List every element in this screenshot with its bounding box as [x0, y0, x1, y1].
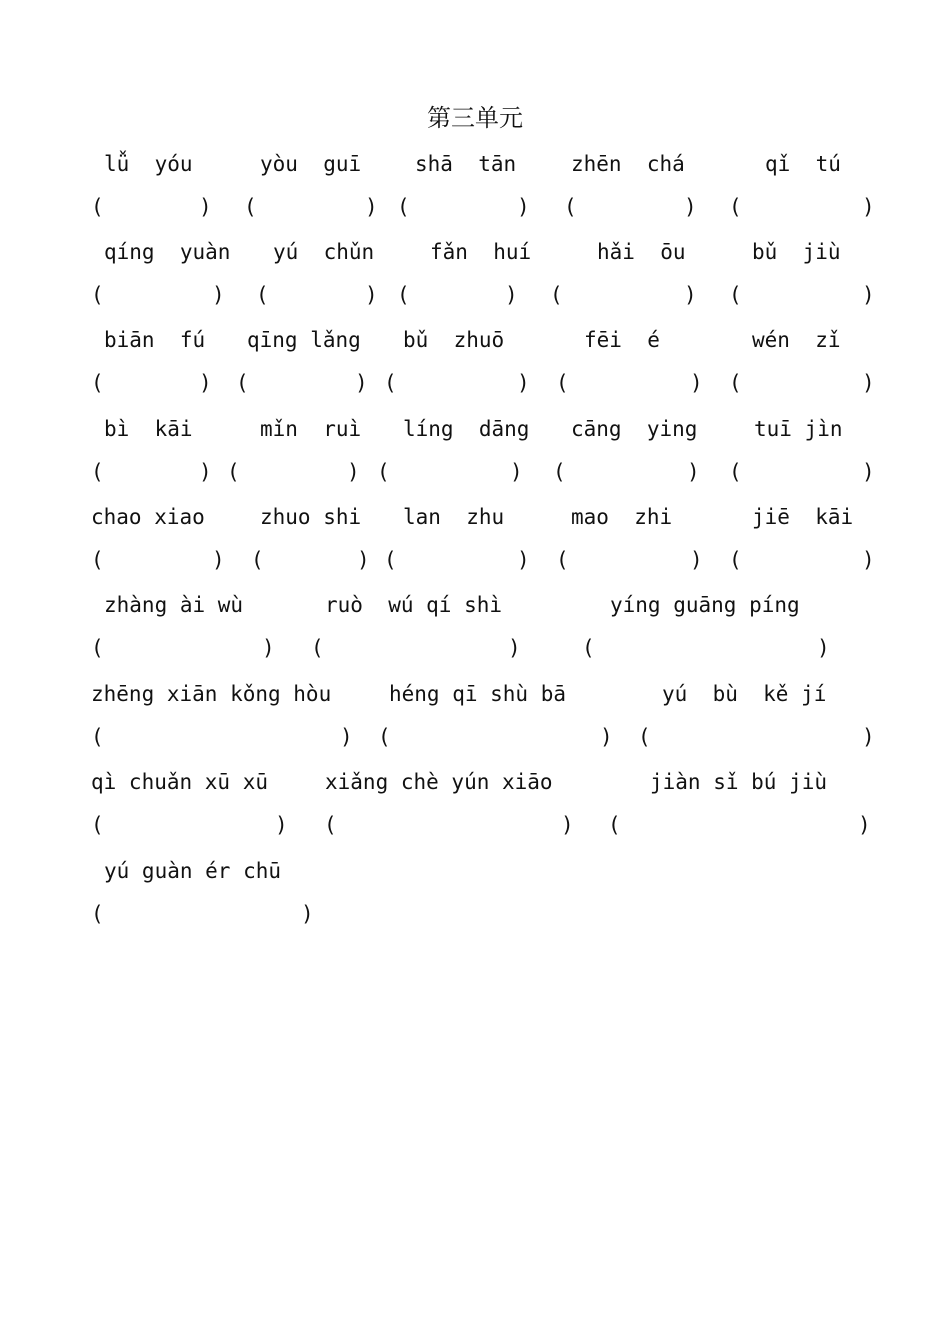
pinyin-prompt: fǎn huí: [430, 240, 532, 264]
answer-close-paren: ): [687, 460, 700, 484]
answer-close-paren: ): [684, 283, 697, 307]
pinyin-prompt: jiàn sǐ bú jiù: [650, 770, 828, 794]
answer-close-paren: ): [862, 725, 875, 749]
answer-close-paren: ): [212, 548, 225, 572]
answer-close-paren: ): [517, 371, 530, 395]
pinyin-prompt: zhēn chá: [571, 152, 685, 176]
answer-close-paren: ): [517, 548, 530, 572]
answer-open-paren: (: [91, 283, 104, 307]
answer-close-paren: ): [862, 283, 875, 307]
pinyin-prompt: xiǎng chè yún xiāo: [325, 770, 553, 794]
pinyin-prompt: héng qī shù bā: [389, 682, 567, 706]
pinyin-prompt: zhēng xiān kǒng hòu: [91, 682, 332, 706]
answer-open-paren: (: [384, 548, 397, 572]
pinyin-prompt: jiē kāi: [752, 505, 854, 529]
answer-open-paren: (: [324, 813, 337, 837]
answer-open-paren: (: [729, 195, 742, 219]
pinyin-prompt: cāng ying: [571, 417, 698, 441]
answer-close-paren: ): [858, 813, 871, 837]
pinyin-prompt: shā tān: [415, 152, 517, 176]
answer-close-paren: ): [199, 371, 212, 395]
pinyin-prompt: fēi é: [584, 328, 660, 352]
answer-close-paren: ): [275, 813, 288, 837]
pinyin-prompt: qì chuǎn xū xū: [91, 770, 269, 794]
pinyin-prompt: wén zǐ: [752, 328, 841, 352]
answer-open-paren: (: [91, 636, 104, 660]
answer-open-paren: (: [244, 195, 257, 219]
answer-close-paren: ): [347, 460, 360, 484]
pinyin-prompt: qǐ tú: [765, 152, 841, 176]
answer-close-paren: ): [862, 371, 875, 395]
pinyin-prompt: lǚ yóu: [104, 152, 193, 176]
answer-close-paren: ): [505, 283, 518, 307]
pinyin-prompt: lan zhu: [403, 505, 505, 529]
answer-close-paren: ): [517, 195, 530, 219]
answer-close-paren: ): [690, 371, 703, 395]
answer-open-paren: (: [582, 636, 595, 660]
pinyin-prompt: tuī jìn: [754, 417, 843, 441]
answer-open-paren: (: [550, 283, 563, 307]
answer-open-paren: (: [91, 548, 104, 572]
pinyin-prompt: yú bù kě jí: [662, 682, 827, 706]
pinyin-prompt: bì kāi: [104, 417, 193, 441]
answer-close-paren: ): [357, 548, 370, 572]
answer-close-paren: ): [862, 460, 875, 484]
answer-close-paren: ): [600, 725, 613, 749]
answer-close-paren: ): [199, 460, 212, 484]
pinyin-prompt: ruò wú qí shì: [325, 593, 503, 617]
answer-close-paren: ): [508, 636, 521, 660]
pinyin-prompt: yòu guī: [260, 152, 362, 176]
answer-close-paren: ): [365, 195, 378, 219]
answer-open-paren: (: [384, 371, 397, 395]
answer-close-paren: ): [817, 636, 830, 660]
answer-open-paren: (: [729, 283, 742, 307]
answer-open-paren: (: [556, 371, 569, 395]
answer-open-paren: (: [553, 460, 566, 484]
pinyin-prompt: qíng yuàn: [104, 240, 231, 264]
answer-close-paren: ): [510, 460, 523, 484]
answer-open-paren: (: [256, 283, 269, 307]
answer-close-paren: ): [262, 636, 275, 660]
pinyin-prompt: bǔ zhuō: [403, 328, 505, 352]
answer-close-paren: ): [862, 548, 875, 572]
answer-open-paren: (: [91, 195, 104, 219]
answer-close-paren: ): [561, 813, 574, 837]
pinyin-prompt: yú chǔn: [273, 240, 375, 264]
answer-open-paren: (: [251, 548, 264, 572]
answer-close-paren: ): [690, 548, 703, 572]
answer-open-paren: (: [311, 636, 324, 660]
pinyin-prompt: mǐn ruì: [260, 417, 362, 441]
answer-open-paren: (: [91, 371, 104, 395]
pinyin-prompt: líng dāng: [403, 417, 530, 441]
answer-open-paren: (: [608, 813, 621, 837]
pinyin-prompt: chao xiao: [91, 505, 205, 529]
answer-open-paren: (: [91, 902, 104, 926]
answer-close-paren: ): [862, 195, 875, 219]
answer-close-paren: ): [340, 725, 353, 749]
answer-close-paren: ): [355, 371, 368, 395]
pinyin-prompt: mao zhi: [571, 505, 673, 529]
answer-open-paren: (: [91, 813, 104, 837]
answer-open-paren: (: [377, 460, 390, 484]
answer-close-paren: ): [365, 283, 378, 307]
pinyin-prompt: biān fú: [104, 328, 206, 352]
answer-open-paren: (: [236, 371, 249, 395]
pinyin-prompt: yíng guāng píng: [610, 593, 800, 617]
answer-open-paren: (: [638, 725, 651, 749]
answer-open-paren: (: [397, 195, 410, 219]
answer-open-paren: (: [729, 548, 742, 572]
pinyin-prompt: qīng lǎng: [247, 328, 361, 352]
pinyin-prompt: zhàng ài wù: [104, 593, 244, 617]
answer-open-paren: (: [397, 283, 410, 307]
answer-close-paren: ): [199, 195, 212, 219]
answer-open-paren: (: [378, 725, 391, 749]
answer-open-paren: (: [729, 371, 742, 395]
answer-close-paren: ): [684, 195, 697, 219]
answer-close-paren: ): [301, 902, 314, 926]
pinyin-prompt: bǔ jiù: [752, 240, 841, 264]
answer-open-paren: (: [91, 460, 104, 484]
answer-open-paren: (: [556, 548, 569, 572]
pinyin-prompt: yú guàn ér chū: [104, 859, 282, 883]
pinyin-prompt: hǎi ōu: [597, 240, 686, 264]
page-title: 第三单元: [427, 104, 523, 132]
answer-close-paren: ): [212, 283, 225, 307]
answer-open-paren: (: [564, 195, 577, 219]
answer-open-paren: (: [91, 725, 104, 749]
pinyin-prompt: zhuo shi: [260, 505, 362, 529]
answer-open-paren: (: [729, 460, 742, 484]
answer-open-paren: (: [227, 460, 240, 484]
